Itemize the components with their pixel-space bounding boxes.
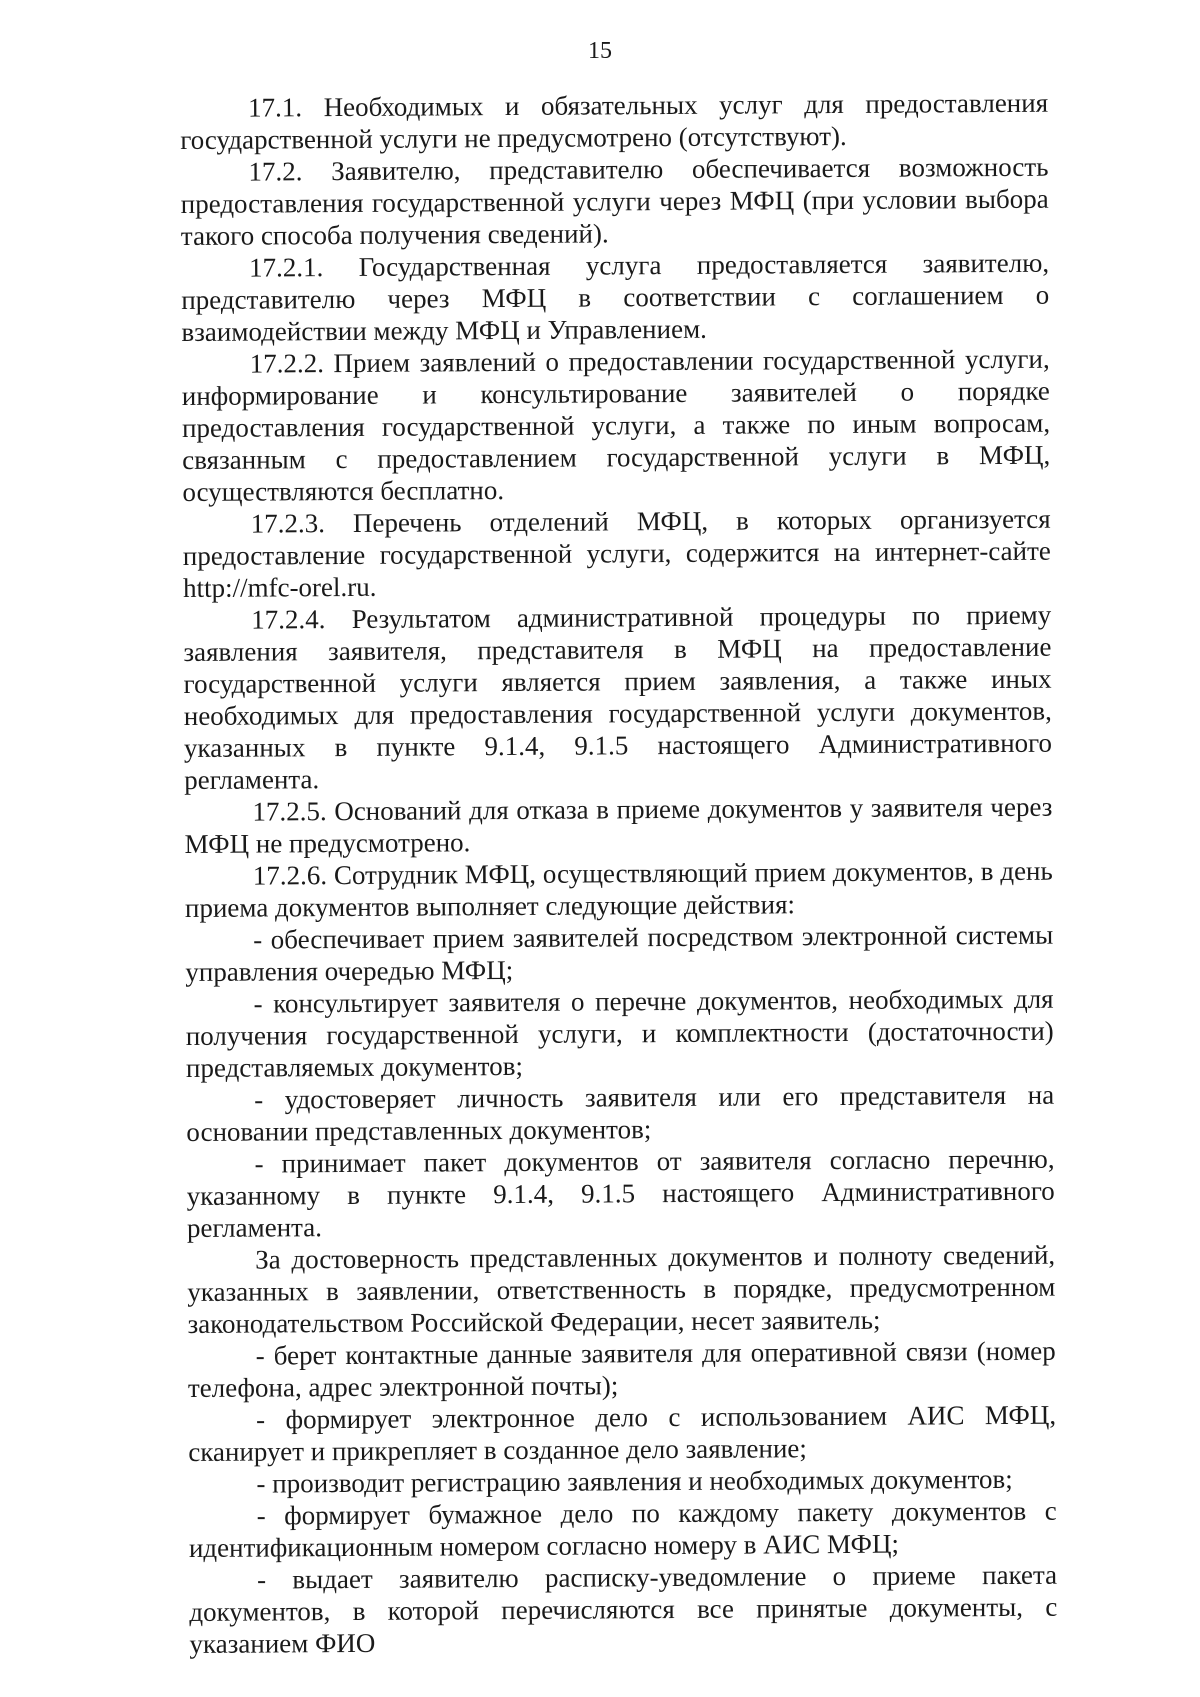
paragraph-17-2: 17.2. Заявителю, представителю обеспечивается возможность предоставления государственной услуги через МФЦ (при условии выбора такого способа получения сведений). <box>180 151 1049 251</box>
list-item-electronic-case: - формирует электронное дело с использованием АИС МФЦ, сканирует и прикрепляет в созданное дело заявление; <box>188 1399 1057 1467</box>
list-item-queue-system: - обеспечивает прием заявителей посредством электронной системы управления очередью МФЦ; <box>185 919 1054 987</box>
page-number: 15 <box>588 38 612 64</box>
list-item-contact-data: - берет контактные данные заявителя для оперативной связи (номер телефона, адрес электронной почты); <box>187 1335 1056 1403</box>
paragraph-17-2-4: 17.2.4. Результатом административной процедуры по приему заявления заявителя, представителя в МФЦ на предоставление государственной услуги является прием заявления, а также иных необходимых для предоставления государственной услуги документов, указанных в пункте 9.1.4, 9.1.5 настоящего Административного регламента. <box>183 599 1053 795</box>
list-item-consults: - консультирует заявителя о перечне документов, необходимых для получения государственной услуги, и комплектности (достаточности) представляемых документов; <box>185 983 1054 1083</box>
list-item-receipt: - выдает заявителю расписку-уведомление о приеме пакета документов, в которой перечисляются все принятые документы, с указанием ФИО <box>189 1559 1058 1659</box>
paragraph-responsibility: За достоверность представленных документов и полноту сведений, указанных в заявлении, ответственность в порядке, предусмотренном законодательством Российской Федерации, несет заявитель; <box>187 1239 1056 1339</box>
paragraph-17-1: 17.1. Необходимых и обязательных услуг для предоставления государственной услуги не предусмотрено (отсутствуют). <box>180 87 1049 155</box>
paragraph-17-2-2: 17.2.2. Прием заявлений о предоставлении государственной услуги, информирование и консультирование заявителей о порядке предоставления государственной услуги, а также по иным вопросам, связанным с предоставлением государственной услуги в МФЦ, осуществляются бесплатно. <box>181 343 1051 507</box>
paragraph-17-2-3: 17.2.3. Перечень отделений МФЦ, в которых организуется предоставление государственной услуги, содержится на интернет-сайте http://mfc-orel.ru. <box>182 503 1051 603</box>
list-item-verifies-identity: - удостоверяет личность заявителя или его представителя на основании представленных документов; <box>186 1079 1055 1147</box>
list-item-accepts-package: - принимает пакет документов от заявителя согласно перечню, указанному в пункте 9.1.4, 9.1.5 настоящего Административного регламента. <box>186 1143 1055 1243</box>
document-body <box>180 87 1058 1660</box>
paragraph-17-2-1: 17.2.1. Государственная услуга предоставляется заявителю, представителю через МФЦ в соответствии с соглашением о взаимодействии между МФЦ и Управлением. <box>181 247 1050 347</box>
list-item-registration: - производит регистрацию заявления и необходимых документов; <box>256 1463 1013 1499</box>
paragraph-17-2-5: 17.2.5. Оснований для отказа в приеме документов у заявителя через МФЦ не предусмотрено. <box>184 791 1053 859</box>
list-item-paper-case: - формирует бумажное дело по каждому пакету документов с идентификационным номером согласно номеру в АИС МФЦ; <box>188 1495 1057 1563</box>
paragraph-17-2-6: 17.2.6. Сотрудник МФЦ, осуществляющий прием документов, в день приема документов выполняет следующие действия: <box>184 855 1053 923</box>
